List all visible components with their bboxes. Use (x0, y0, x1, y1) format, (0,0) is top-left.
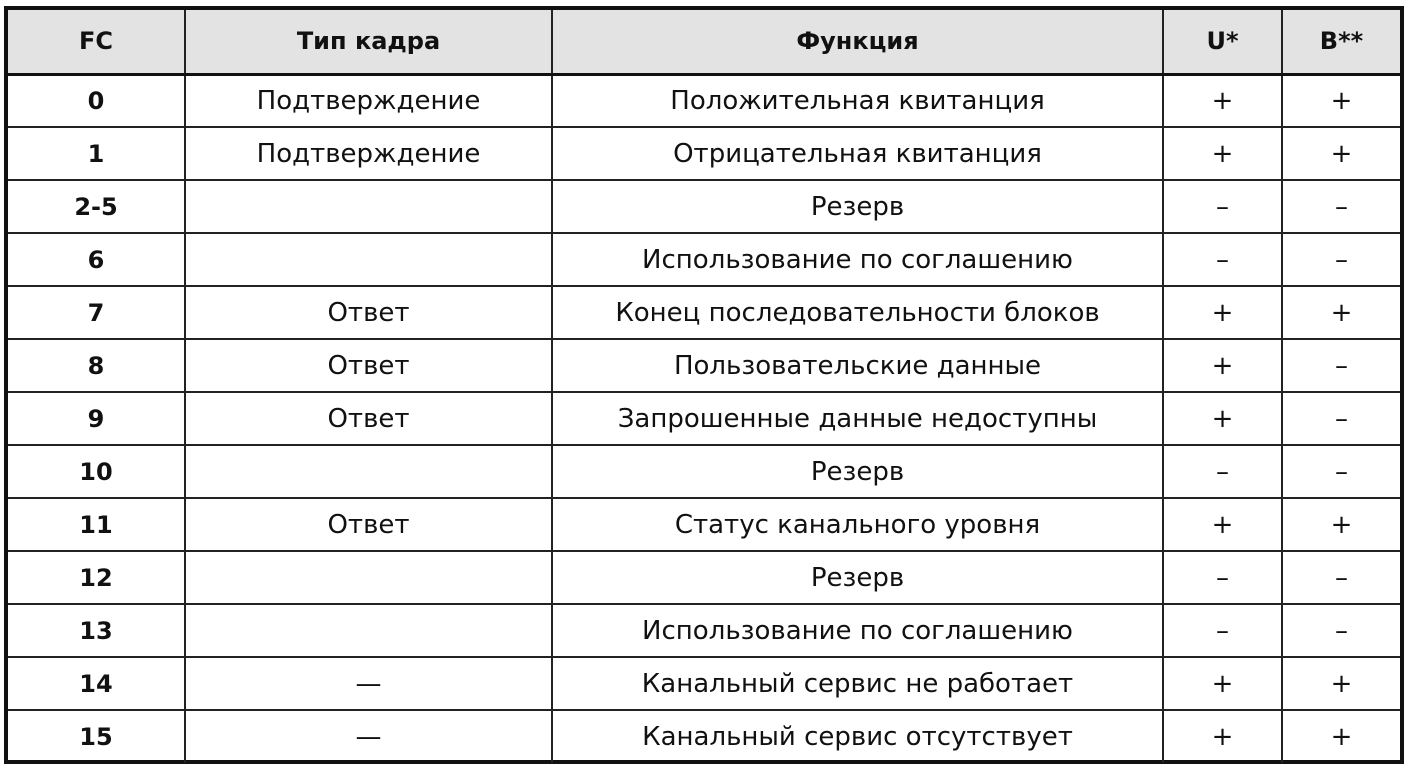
u-cell: – (1163, 180, 1282, 233)
table-row (8, 339, 1400, 392)
b-cell: – (1282, 180, 1400, 233)
u-cell: + (1163, 127, 1282, 180)
table-row (8, 180, 1400, 233)
table-row (8, 127, 1400, 180)
b-cell: – (1282, 339, 1400, 392)
b-cell: + (1282, 286, 1400, 339)
frame-type-cell (185, 233, 552, 286)
b-cell: + (1282, 74, 1400, 127)
fc-cell: 2-5 (8, 180, 185, 233)
table-row (8, 604, 1400, 657)
b-cell: – (1282, 604, 1400, 657)
frame-type-cell (185, 551, 552, 604)
fc-cell: 9 (8, 392, 185, 445)
fc-cell: 6 (8, 233, 185, 286)
function-cell: Положительная квитанция (552, 74, 1163, 127)
fc-cell: 0 (8, 74, 185, 127)
frame-type-cell (185, 604, 552, 657)
fc-cell: 15 (8, 710, 185, 763)
function-cell: Отрицательная квитанция (552, 127, 1163, 180)
b-cell: + (1282, 657, 1400, 710)
table-row (8, 710, 1400, 763)
function-cell: Резерв (552, 551, 1163, 604)
fc-cell: 12 (8, 551, 185, 604)
header-function: Функция (552, 10, 1163, 74)
table-row (8, 74, 1400, 127)
function-cell: Пользовательские данные (552, 339, 1163, 392)
table-row (8, 657, 1400, 710)
b-cell: + (1282, 710, 1400, 763)
u-cell: – (1163, 233, 1282, 286)
table-row (8, 286, 1400, 339)
u-cell: + (1163, 657, 1282, 710)
frame-type-cell: Ответ (185, 392, 552, 445)
table-row (8, 498, 1400, 551)
frame-type-cell (185, 445, 552, 498)
function-cell: Канальный сервис отсутствует (552, 710, 1163, 763)
function-cell: Конец последовательности блоков (552, 286, 1163, 339)
header-row (8, 10, 1400, 74)
frame-type-cell: Подтверждение (185, 127, 552, 180)
u-cell: + (1163, 74, 1282, 127)
function-cell: Канальный сервис не работает (552, 657, 1163, 710)
u-cell: – (1163, 604, 1282, 657)
frame-type-cell: Подтверждение (185, 74, 552, 127)
b-cell: – (1282, 445, 1400, 498)
table-row (8, 445, 1400, 498)
fc-cell: 11 (8, 498, 185, 551)
table-row (8, 233, 1400, 286)
frame-type-cell (185, 180, 552, 233)
u-cell: + (1163, 392, 1282, 445)
table-row (8, 392, 1400, 445)
fc-cell: 7 (8, 286, 185, 339)
frame-type-cell: Ответ (185, 286, 552, 339)
header-fc: FC (8, 10, 185, 74)
u-cell: + (1163, 286, 1282, 339)
fc-cell: 13 (8, 604, 185, 657)
function-code-table (8, 10, 1400, 763)
function-cell: Использование по соглашению (552, 604, 1163, 657)
header-u: U* (1163, 10, 1282, 74)
table-row (8, 551, 1400, 604)
u-cell: + (1163, 339, 1282, 392)
fc-cell: 8 (8, 339, 185, 392)
fc-cell: 14 (8, 657, 185, 710)
frame-type-cell: Ответ (185, 498, 552, 551)
function-cell: Резерв (552, 180, 1163, 233)
frame-type-cell: Ответ (185, 339, 552, 392)
header-frame-type: Тип кадра (185, 10, 552, 74)
function-cell: Использование по соглашению (552, 233, 1163, 286)
b-cell: – (1282, 392, 1400, 445)
b-cell: + (1282, 498, 1400, 551)
u-cell: + (1163, 710, 1282, 763)
u-cell: – (1163, 551, 1282, 604)
fc-cell: 1 (8, 127, 185, 180)
function-cell: Резерв (552, 445, 1163, 498)
u-cell: – (1163, 445, 1282, 498)
u-cell: + (1163, 498, 1282, 551)
frame-type-cell: — (185, 710, 552, 763)
function-cell: Запрошенные данные недоступны (552, 392, 1163, 445)
frame-type-cell: — (185, 657, 552, 710)
table-frame (4, 6, 1404, 764)
b-cell: – (1282, 233, 1400, 286)
header-b: B** (1282, 10, 1400, 74)
function-cell: Статус канального уровня (552, 498, 1163, 551)
b-cell: + (1282, 127, 1400, 180)
fc-cell: 10 (8, 445, 185, 498)
b-cell: – (1282, 551, 1400, 604)
